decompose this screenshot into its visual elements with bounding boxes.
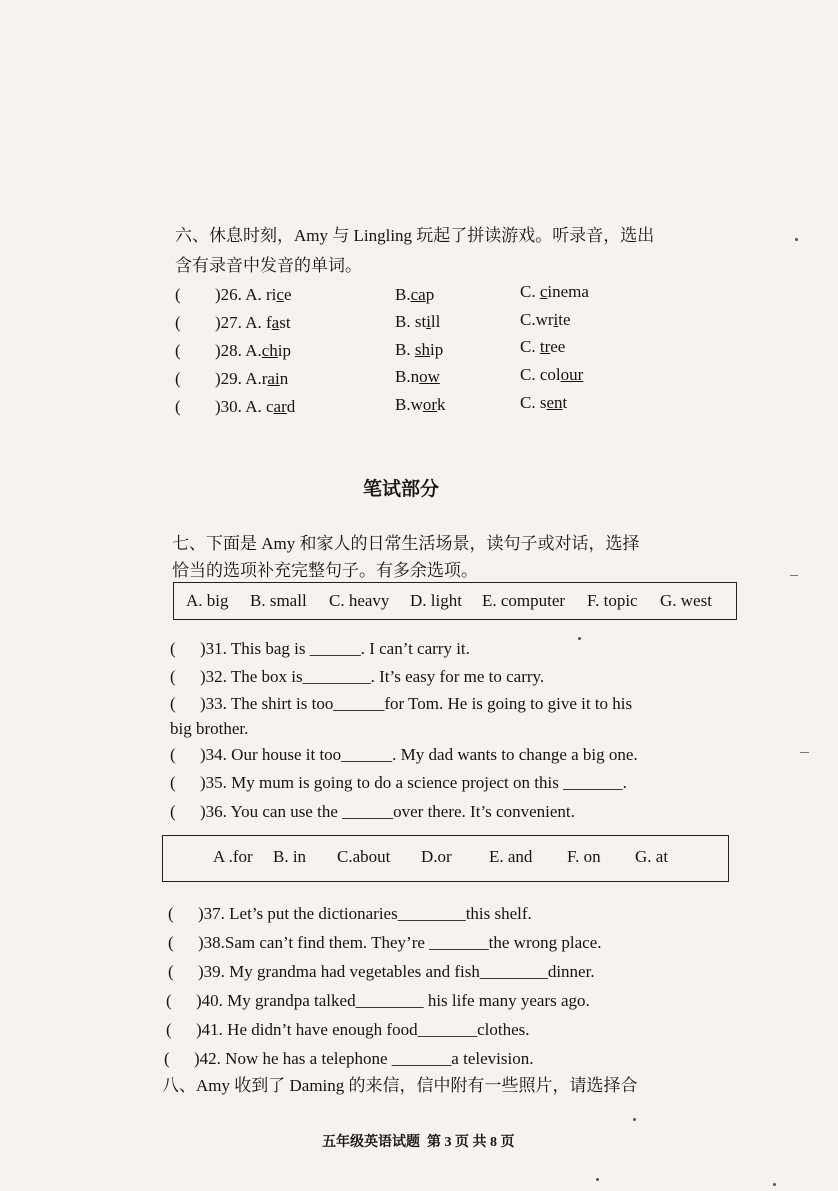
option-a-text: ip bbox=[277, 341, 292, 360]
question-27-option-c bbox=[520, 309, 571, 331]
question-36 bbox=[170, 801, 575, 823]
section7-heading-line1: 七、下面是 Amy 和家人的日常生活场景，读句子或对话，选择 bbox=[172, 534, 640, 553]
question-42 bbox=[164, 1048, 533, 1070]
question-text: )40. My grandpa talked________ his life many years ago. bbox=[196, 991, 590, 1010]
answer-paren[interactable]: ( bbox=[168, 904, 174, 923]
answer-paren[interactable]: ( bbox=[164, 1049, 170, 1068]
section7-heading-line2: 恰当的选项补充完整句子。有多余选项。 bbox=[172, 561, 478, 580]
option-c-text: C. s bbox=[520, 393, 547, 412]
option-in: B. in bbox=[273, 847, 307, 866]
option-b-underlined: or bbox=[422, 395, 438, 414]
option-a-text: e bbox=[283, 285, 292, 304]
question-38 bbox=[168, 932, 601, 954]
option-c-text: C. col bbox=[520, 365, 561, 384]
scan-speck bbox=[800, 752, 809, 753]
option-a-text: r bbox=[261, 369, 268, 388]
question-text: )35. My mum is going to do a science project on this _______. bbox=[200, 773, 627, 792]
options-box-1 bbox=[173, 582, 737, 620]
answer-paren[interactable]: ( bbox=[170, 745, 176, 764]
option-b-underlined: i bbox=[426, 312, 431, 331]
option-a-underlined: ai bbox=[267, 369, 280, 388]
option-b-text: B. bbox=[395, 285, 411, 304]
option-b-text: B.n bbox=[395, 367, 420, 386]
scan-speck bbox=[633, 1118, 636, 1121]
question-26-option-b bbox=[395, 284, 434, 306]
question-number: )29. A. bbox=[215, 369, 262, 388]
option-c-underlined: tr bbox=[539, 337, 551, 356]
answer-paren[interactable]: ( bbox=[175, 369, 181, 388]
question-29-option-c bbox=[520, 364, 583, 386]
option-and: E. and bbox=[489, 847, 533, 866]
option-c-text: C. bbox=[520, 282, 540, 301]
question-text: )42. Now he has a telephone _______a television. bbox=[194, 1049, 534, 1068]
question-34 bbox=[170, 744, 638, 766]
option-b-text: k bbox=[437, 395, 446, 414]
answer-paren[interactable]: ( bbox=[168, 962, 174, 981]
question-text: )38.Sam can’t find them. They’re _______the wrong place. bbox=[198, 933, 602, 952]
question-28 bbox=[175, 340, 291, 362]
option-b-text: p bbox=[425, 285, 435, 304]
answer-paren[interactable]: ( bbox=[170, 694, 176, 713]
question-30-option-b bbox=[395, 394, 446, 416]
question-text: )39. My grandma had vegetables and fish________dinner. bbox=[198, 962, 595, 981]
question-text: big brother. bbox=[170, 719, 249, 738]
question-text: )36. You can use the ______over there. It’s convenient. bbox=[200, 802, 575, 821]
scan-speck bbox=[578, 637, 581, 640]
question-37 bbox=[168, 903, 532, 925]
question-text: )32. The box is________. It’s easy for me to carry. bbox=[200, 667, 545, 686]
question-39 bbox=[168, 961, 595, 983]
option-c-underlined: en bbox=[546, 393, 563, 412]
question-41 bbox=[166, 1019, 529, 1041]
option-a-text: c bbox=[266, 397, 274, 416]
option-b-underlined: ca bbox=[410, 285, 426, 304]
option-c-text: inema bbox=[547, 282, 589, 301]
question-29-option-b bbox=[395, 366, 440, 388]
question-28-option-b bbox=[395, 339, 443, 361]
question-number: )28. A. bbox=[215, 341, 262, 360]
option-at: G. at bbox=[635, 847, 669, 866]
option-a-underlined: a bbox=[271, 313, 280, 332]
written-section-title: 笔试部分 bbox=[363, 479, 440, 500]
option-c-text: t bbox=[562, 393, 568, 412]
question-35 bbox=[170, 772, 627, 794]
option-small: B. small bbox=[250, 591, 307, 610]
option-a-underlined: ch bbox=[261, 341, 278, 360]
question-40 bbox=[166, 990, 590, 1012]
question-33 bbox=[170, 693, 632, 715]
option-or: D.or bbox=[421, 847, 452, 866]
option-c-underlined: our bbox=[560, 365, 584, 384]
option-big: A. big bbox=[186, 591, 229, 610]
option-on: F. on bbox=[567, 847, 601, 866]
option-c-text: C.wr bbox=[520, 310, 554, 329]
question-26 bbox=[175, 284, 291, 306]
answer-paren[interactable]: ( bbox=[175, 341, 181, 360]
question-text: )41. He didn’t have enough food_______clothes. bbox=[196, 1020, 530, 1039]
section8-heading-line1: 八、Amy 收到了 Daming 的来信，信中附有一些照片，请选择合 bbox=[162, 1076, 638, 1095]
question-text: )37. Let’s put the dictionaries________this shelf. bbox=[198, 904, 532, 923]
page-footer: 五年级英语试题 第 3 页 共 8 页 bbox=[322, 1135, 515, 1150]
answer-paren[interactable]: ( bbox=[170, 639, 176, 658]
option-heavy: C. heavy bbox=[329, 591, 390, 610]
option-computer: E. computer bbox=[482, 591, 566, 610]
answer-paren[interactable]: ( bbox=[166, 991, 172, 1010]
question-26-option-c bbox=[520, 281, 589, 303]
question-text: )31. This bag is ______. I can’t carry it. bbox=[200, 639, 470, 658]
question-32 bbox=[170, 666, 544, 688]
answer-paren[interactable]: ( bbox=[175, 397, 181, 416]
question-31 bbox=[170, 638, 470, 660]
option-b-underlined: ow bbox=[419, 367, 440, 386]
option-c-text: C. bbox=[520, 337, 540, 356]
question-30-option-c bbox=[520, 392, 567, 414]
option-c-text: ee bbox=[550, 337, 566, 356]
option-about: C.about bbox=[337, 847, 391, 866]
question-33-continued bbox=[170, 718, 248, 740]
option-west: G. west bbox=[660, 591, 712, 610]
section6-heading-line2: 含有录音中发音的单词。 bbox=[175, 256, 362, 275]
option-b-text: B. bbox=[395, 340, 415, 359]
option-c-underlined: i bbox=[553, 310, 559, 329]
answer-paren[interactable]: ( bbox=[170, 773, 176, 792]
scan-speck bbox=[596, 1178, 599, 1181]
scan-speck bbox=[773, 1183, 776, 1186]
option-b-text: B. st bbox=[395, 312, 427, 331]
option-b-text: B.w bbox=[395, 395, 423, 414]
answer-paren[interactable]: ( bbox=[166, 1020, 172, 1039]
question-number: )27. A. bbox=[215, 313, 266, 332]
question-text: )33. The shirt is too______for Tom. He is going to give it to his bbox=[200, 694, 633, 713]
options-box-2 bbox=[162, 835, 729, 882]
question-28-option-c bbox=[520, 336, 565, 358]
option-a-text: st bbox=[279, 313, 291, 332]
option-a-text: n bbox=[279, 369, 289, 388]
question-27 bbox=[175, 312, 291, 334]
option-b-underlined: sh bbox=[414, 340, 430, 359]
scan-speck bbox=[790, 575, 798, 576]
answer-paren[interactable]: ( bbox=[170, 802, 176, 821]
option-a-text: f bbox=[266, 313, 272, 332]
question-27-option-b bbox=[395, 311, 440, 333]
option-a-text: d bbox=[286, 397, 296, 416]
answer-paren[interactable]: ( bbox=[170, 667, 176, 686]
answer-paren[interactable]: ( bbox=[175, 313, 181, 332]
option-a-underlined: ar bbox=[273, 397, 287, 416]
option-for: A .for bbox=[213, 847, 253, 866]
answer-paren[interactable]: ( bbox=[168, 933, 174, 952]
option-b-text: ll bbox=[430, 312, 441, 331]
answer-paren[interactable]: ( bbox=[175, 285, 181, 304]
question-30 bbox=[175, 396, 295, 418]
scan-speck bbox=[795, 238, 798, 241]
option-c-underlined: c bbox=[539, 282, 548, 301]
option-b-text: ip bbox=[429, 340, 444, 359]
section6-heading-line1: 六、休息时刻，Amy 与 Lingling 玩起了拼读游戏。听录音，选出 bbox=[175, 226, 655, 245]
question-text: )34. Our house it too______. My dad wants to change a big one. bbox=[200, 745, 638, 764]
option-topic: F. topic bbox=[587, 591, 638, 610]
question-29 bbox=[175, 368, 288, 390]
option-c-text: te bbox=[558, 310, 571, 329]
question-number: )30. A. bbox=[215, 397, 266, 416]
question-number: )26. A. bbox=[215, 285, 266, 304]
option-a-text: ri bbox=[266, 285, 277, 304]
option-light: D. light bbox=[410, 591, 462, 610]
option-a-underlined: c bbox=[276, 285, 284, 304]
